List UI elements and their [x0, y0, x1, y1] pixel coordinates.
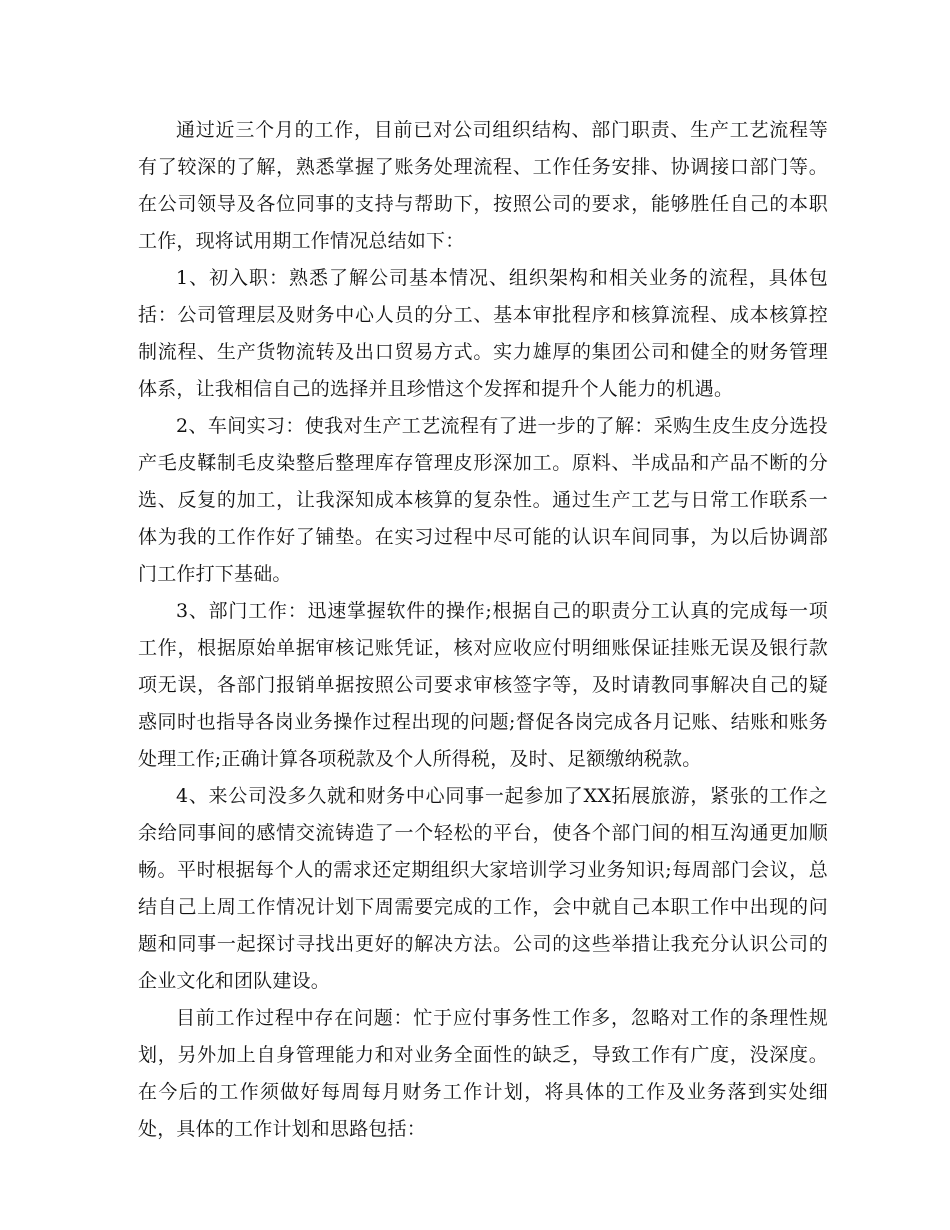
paragraph-item-2: 2、车间实习：使我对生产工艺流程有了进一步的了解：采购生皮生皮分选投产毛皮鞣制毛皮染整后整理库存管理皮形深加工。原料、半成品和产品不断的分选、反复的加工，让我深知成本核算的复杂性。通过生产工艺与日常工作联系一体为我的工作作好了铺垫。在实习过程中尽可能的认识车间同事，为以后协调部门工作打下基础。: [138, 415, 828, 585]
paragraph-item-4: 4、来公司没多久就和财务中心同事一起参加了XX拓展旅游，紧张的工作之余给同事间的感情交流铸造了一个轻松的平台，使各个部门间的相互沟通更加顺畅。平时根据每个人的需求还定期组织大家培训学习业务知识;每周部门会议，总结自己上周工作情况计划下周需要完成的工作，会中就自己本职工作中出现的问题和同事一起探讨寻找出更好的解决方法。公司的这些举措让我充分认识公司的企业文化和团队建设。: [138, 785, 828, 992]
paragraph-problems: 目前工作过程中存在问题：忙于应付事务性工作多，忽略对工作的条理性规划，另外加上自身管理能力和对业务全面性的缺乏，导致工作有广度，没深度。在今后的工作须做好每周每月财务工作计划，将具体的工作及业务落到实处细处，具体的工作计划和思路包括：: [138, 1007, 828, 1140]
document-body: [138, 112, 828, 1148]
paragraph-intro: 通过近三个月的工作，目前已对公司组织结构、部门职责、生产工艺流程等有了较深的了解，熟悉掌握了账务处理流程、工作任务安排、协调接口部门等。在公司领导及各位同事的支持与帮助下，按照公司的要求，能够胜任自己的本职工作，现将试用期工作情况总结如下：: [138, 119, 828, 252]
paragraph-item-3: 3、部门工作：迅速掌握软件的操作;根据自己的职责分工认真的完成每一项工作，根据原始单据审核记账凭证，核对应收应付明细账保证挂账无误及银行款项无误，各部门报销单据按照公司要求审核签字等，及时请教同事解决自己的疑惑同时也指导各岗业务操作过程出现的问题;督促各岗完成各月记账、结账和账务处理工作;正确计算各项税款及个人所得税，及时、足额缴纳税款。: [138, 600, 828, 770]
paragraph-item-1: 1、初入职：熟悉了解公司基本情况、组织架构和相关业务的流程，具体包括：公司管理层及财务中心人员的分工、基本审批程序和核算流程、成本核算控制流程、生产货物流转及出口贸易方式。实力雄厚的集团公司和健全的财务管理体系，让我相信自己的选择并且珍惜这个发挥和提升个人能力的机遇。: [138, 267, 828, 400]
